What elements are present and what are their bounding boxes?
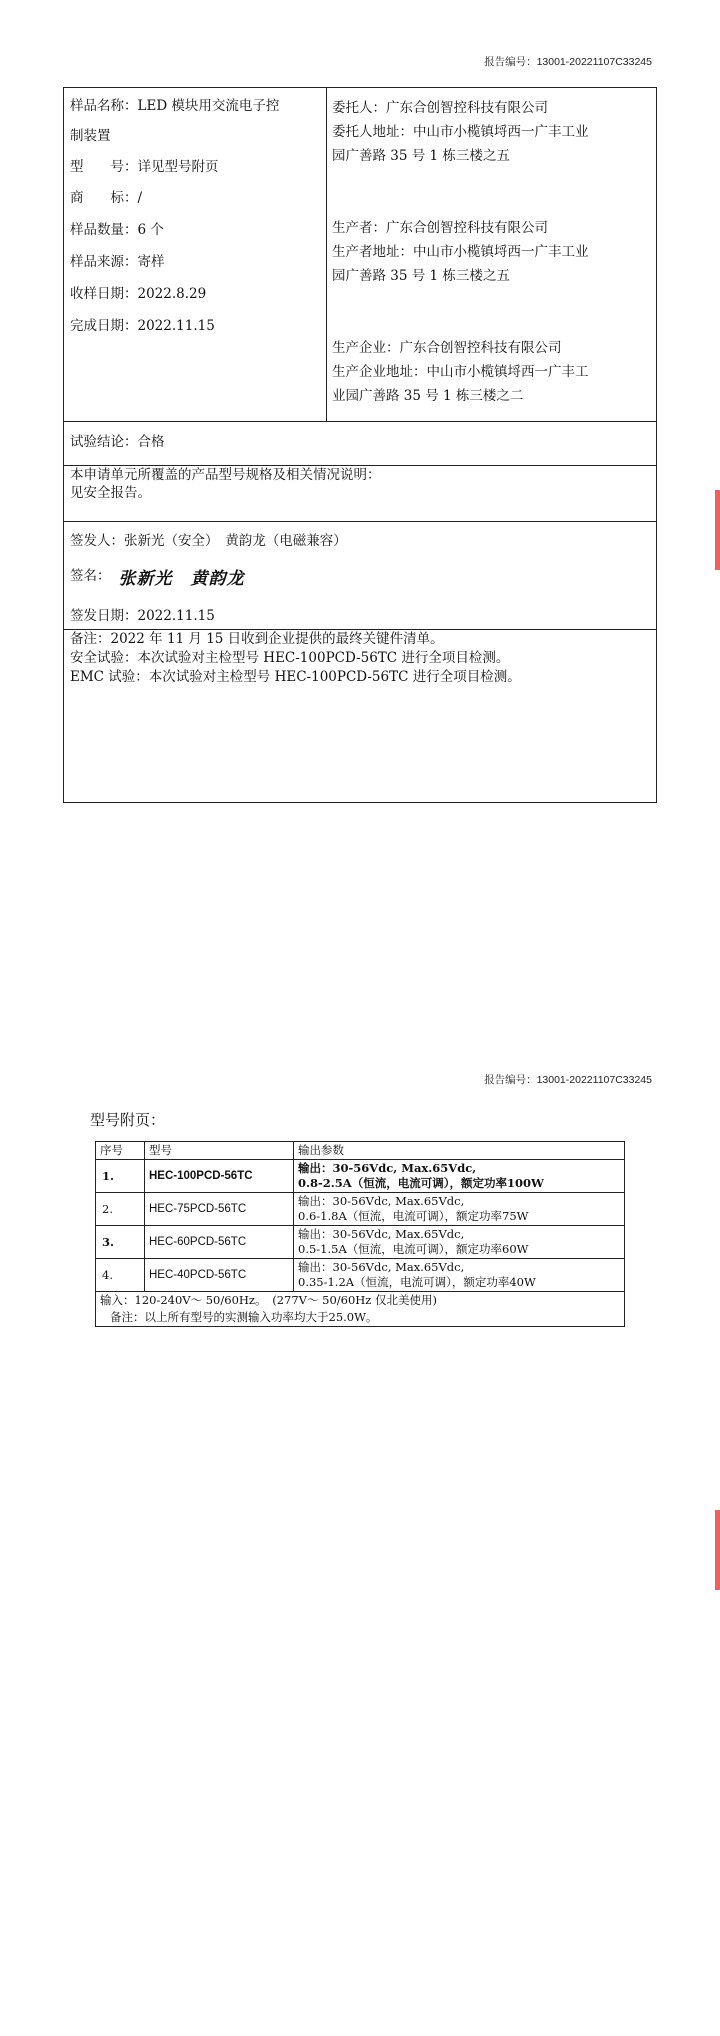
model-table [95,1141,625,1327]
table-row [96,1226,625,1259]
manufacturer-address-cont: 业园广善路 35 号 1 栋三楼之二 [332,388,524,404]
input-note-row [96,1292,625,1310]
output-voltage: 输出：30-56Vdc, Max.65Vdc, [298,1194,465,1208]
producer-name: 生产者：广东合创智控科技有限公司 [332,220,548,236]
report-number: 报告编号：13001-20221107C33245 [484,56,652,68]
client-address: 委托人地址：中山市小榄镇埒西一广丰工业 [332,124,589,140]
input-note: 输入：120-240V～ 50/60Hz。 (277V～ 50/60Hz 仅北美使用) [96,1292,625,1310]
client-name: 委托人：广东合创智控科技有限公司 [332,100,548,116]
output-voltage: 输出：30-56Vdc, Max.65Vdc, [298,1161,477,1175]
finish-date-field: 完成日期：2022.11.15 [70,318,215,334]
divider [64,521,656,522]
table-header [96,1142,625,1160]
client-address-cont: 园广善路 35 号 1 栋三楼之五 [332,148,510,164]
manufacturer-name: 生产企业：广东合创智控科技有限公司 [332,340,562,356]
row-no: 4. [96,1259,145,1292]
table-row [96,1259,625,1292]
model-field: 型 号：详见型号附页 [70,159,219,175]
output-current: 0.35-1.2A（恒流，电流可调），额定功率40W [298,1275,536,1289]
sample-info [70,96,279,348]
signature-row [70,564,245,589]
remark-line: 备注：2022 年 11 月 15 日收到企业提供的最终关键件清单。 [70,631,444,647]
sample-source-field: 样品来源：寄样 [70,254,165,270]
party-info [332,98,589,410]
producer-address-cont: 园广善路 35 号 1 栋三楼之五 [332,268,510,284]
column-divider [326,88,327,421]
seal-mark [715,490,720,570]
row-no: 1. [96,1160,145,1193]
test-conclusion: 试验结论：合格 [70,434,165,450]
signature-label: 签名： [70,568,111,584]
table-remark: 备注：以上所有型号的实测输入功率均大于25.0W。 [96,1309,625,1327]
table-row [96,1193,625,1226]
sample-qty-field: 样品数量：6 个 [70,222,164,238]
sample-name: 样品名称：LED 模块用交流电子控 [70,98,280,114]
remark-row [96,1309,625,1327]
signature-1: 张新光 [118,569,173,589]
sample-name-cont: 制装置 [70,128,111,144]
row-output [294,1160,625,1193]
producer-address: 生产者地址：中山市小榄镇埒西一广丰工业 [332,244,589,260]
row-output [294,1259,625,1292]
row-output [294,1193,625,1226]
output-voltage: 输出：30-56Vdc, Max.65Vdc, [298,1260,465,1274]
output-current: 0.8-2.5A（恒流，电流可调），额定功率100W [298,1176,544,1190]
signature-2: 黄韵龙 [190,569,245,589]
row-output [294,1226,625,1259]
report-info-box [63,87,657,803]
row-model: HEC-40PCD-56TC [145,1259,294,1292]
header-output: 输出参数 [294,1142,625,1160]
issue-date: 签发日期：2022.11.15 [70,608,215,624]
model-appendix-title: 型号附页： [90,1111,166,1129]
trademark-field: 商 标：/ [70,190,143,206]
row-model: HEC-60PCD-56TC [145,1226,294,1259]
issuer: 签发人：张新光（安全） 黄韵龙（电磁兼容） [70,533,347,549]
row-no: 2. [96,1193,145,1226]
seal-mark [715,1510,720,1590]
header-model: 型号 [145,1142,294,1160]
coverage-statement: 本申请单元所覆盖的产品型号规格及相关情况说明： [70,467,381,483]
safety-test-note: 安全试验：本次试验对主检型号 HEC-100PCD-56TC 进行全项目检测。 [70,650,510,666]
output-voltage: 输出：30-56Vdc, Max.65Vdc, [298,1227,465,1241]
emc-test-note: EMC 试验：本次试验对主检型号 HEC-100PCD-56TC 进行全项目检测。 [70,669,521,685]
row-model: HEC-100PCD-56TC [145,1160,294,1193]
output-current: 0.5-1.5A（恒流，电流可调），额定功率60W [298,1242,529,1256]
table-row [96,1160,625,1193]
row-model: HEC-75PCD-56TC [145,1193,294,1226]
row-no: 3. [96,1226,145,1259]
receive-date-field: 收样日期：2022.8.29 [70,286,207,302]
report-number: 报告编号：13001-20221107C33245 [484,1074,652,1086]
manufacturer-address: 生产企业地址：中山市小榄镇埒西一广丰工 [332,364,589,380]
divider [64,421,656,422]
coverage-note: 见安全报告。 [70,485,151,501]
header-no: 序号 [96,1142,145,1160]
output-current: 0.6-1.8A（恒流，电流可调），额定功率75W [298,1209,529,1223]
